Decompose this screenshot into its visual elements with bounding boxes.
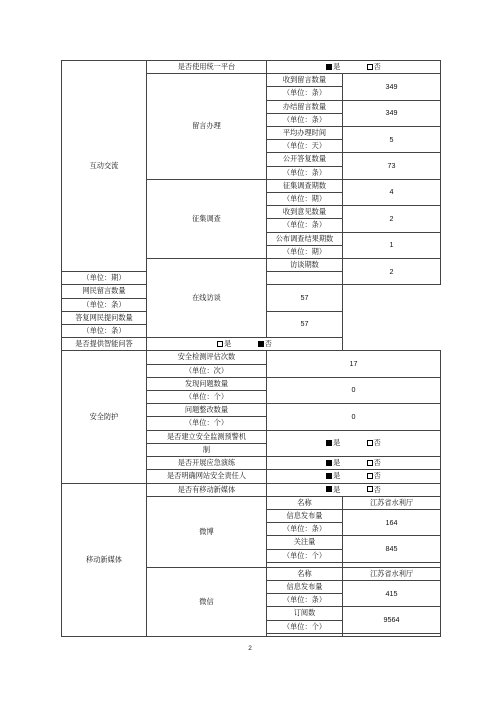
security-warning-label-line2: 制 (147, 443, 267, 456)
messages-avg-time-unit: （单位：天） (267, 140, 343, 153)
messages-handled-unit: （单位：条） (267, 113, 343, 126)
messages-received-unit: （单位：条） (267, 87, 343, 100)
weibo-name-value: 江苏省水利厅 (343, 496, 441, 509)
security-warning-options: 是 否 (267, 430, 441, 456)
unchecked-box-icon (367, 64, 373, 70)
security-problems-value: 0 (267, 377, 441, 403)
security-problems-unit: （单位：个） (147, 391, 267, 404)
checked-box-icon (326, 64, 332, 70)
survey-periods-unit: （单位：期） (267, 193, 343, 206)
security-responsible-label: 是否明确网站安全责任人 (147, 470, 267, 483)
survey-opinions-name: 收到意见数量 (267, 206, 343, 219)
unchecked-box-icon (367, 460, 373, 466)
wechat-posts-name: 信息发布量 (267, 580, 343, 593)
security-checks-name: 安全检测评估次数 (147, 351, 267, 364)
survey-results-name: 公布调查结果期数 (267, 232, 343, 245)
wechat-spacer (267, 633, 343, 636)
weibo-followers-name: 关注量 (267, 536, 343, 549)
interview-periods-value: 2 (343, 259, 441, 285)
weibo-followers-unit: （单位：个） (267, 549, 343, 562)
messages-public-replies-value: 73 (343, 153, 441, 179)
messages-received-value: 349 (343, 74, 441, 100)
section-title-interaction: 互动交流 (62, 61, 147, 272)
interview-messages-unit: （单位：条） (62, 298, 147, 311)
smart-qa-options: 是 否 (147, 338, 343, 351)
page-number: 2 (248, 645, 252, 652)
security-drill-label: 是否开展应急演练 (147, 457, 267, 470)
weibo-followers-value: 845 (343, 536, 441, 562)
security-problems-name: 发现问题数量 (147, 377, 267, 390)
table-row (62, 351, 441, 364)
weibo-posts-unit: （单位：条） (267, 523, 343, 536)
messages-handled-name: 办结留言数量 (267, 100, 343, 113)
interview-title: 在线访谈 (147, 259, 267, 338)
wechat-spacer (343, 633, 441, 636)
unchecked-box-icon (367, 440, 373, 446)
unchecked-box-icon (217, 341, 223, 347)
table-row (62, 338, 441, 351)
security-responsible-options: 是 否 (267, 470, 441, 483)
survey-results-unit: （单位：期） (267, 245, 343, 258)
wechat-subscribers-unit: （单位：个） (267, 620, 343, 633)
wechat-subscribers-value: 9564 (343, 607, 441, 633)
survey-periods-value: 4 (343, 179, 441, 205)
messages-public-replies-unit: （单位：条） (267, 166, 343, 179)
checked-box-icon (326, 473, 332, 479)
unified-platform-label: 是否使用统一平台 (147, 61, 267, 74)
survey-opinions-unit: （单位：条） (267, 219, 343, 232)
wechat-name-label: 名称 (267, 567, 343, 580)
security-warning-label-line1: 是否建立安全监测预警机 (147, 430, 267, 443)
security-fixed-value: 0 (267, 404, 441, 430)
statistics-table (61, 60, 441, 637)
survey-title: 征集调查 (147, 179, 267, 258)
interview-answered-unit: （单位：条） (62, 325, 147, 338)
unchecked-box-icon (367, 486, 373, 492)
survey-opinions-value: 2 (343, 206, 441, 232)
new-media-options: 是 否 (267, 483, 441, 496)
unchecked-box-icon (367, 473, 373, 479)
wechat-posts-value: 415 (343, 580, 441, 606)
weibo-title: 微博 (147, 496, 267, 567)
new-media-label: 是否有移动新媒体 (147, 483, 267, 496)
wechat-title: 微信 (147, 567, 267, 636)
wechat-subscribers-name: 订阅数 (267, 607, 343, 620)
messages-title: 留言办理 (147, 74, 267, 180)
table-row (62, 61, 441, 74)
interview-messages-name: 网民留言数量 (62, 285, 147, 298)
security-drill-options: 是 否 (267, 457, 441, 470)
security-fixed-name: 问题整改数量 (147, 404, 267, 417)
messages-handled-value: 349 (343, 100, 441, 126)
messages-received-name: 收到留言数量 (267, 74, 343, 87)
smart-qa-label: 是否提供智能问答 (62, 338, 147, 351)
weibo-posts-value: 164 (343, 509, 441, 535)
checked-box-icon (326, 440, 332, 446)
wechat-posts-unit: （单位：条） (267, 594, 343, 607)
table-row (62, 483, 441, 496)
section-title-new-media: 移动新媒体 (62, 483, 147, 636)
security-checks-value: 17 (267, 351, 441, 377)
checked-box-icon (326, 486, 332, 492)
interview-periods-unit: （单位：期） (62, 272, 147, 285)
survey-results-value: 1 (343, 232, 441, 258)
wechat-name-value: 江苏省水利厅 (343, 567, 441, 580)
messages-avg-time-value: 5 (343, 127, 441, 153)
unified-platform-options: 是 否 (267, 61, 441, 74)
interview-messages-value: 57 (267, 285, 343, 311)
survey-periods-name: 征集调查期数 (267, 179, 343, 192)
checked-box-icon (326, 460, 332, 466)
messages-public-replies-name: 公开答复数量 (267, 153, 343, 166)
security-fixed-unit: （单位：个） (147, 417, 267, 430)
interview-periods-name: 访谈期数 (267, 259, 343, 272)
security-checks-unit: （单位：次） (147, 364, 267, 377)
interview-answered-name: 答复网民提问数量 (62, 311, 147, 324)
weibo-posts-name: 信息发布量 (267, 509, 343, 522)
interview-answered-value: 57 (267, 311, 343, 337)
weibo-name-label: 名称 (267, 496, 343, 509)
checked-box-icon (258, 341, 264, 347)
section-title-security: 安全防护 (62, 351, 147, 483)
messages-avg-time-name: 平均办理时间 (267, 127, 343, 140)
